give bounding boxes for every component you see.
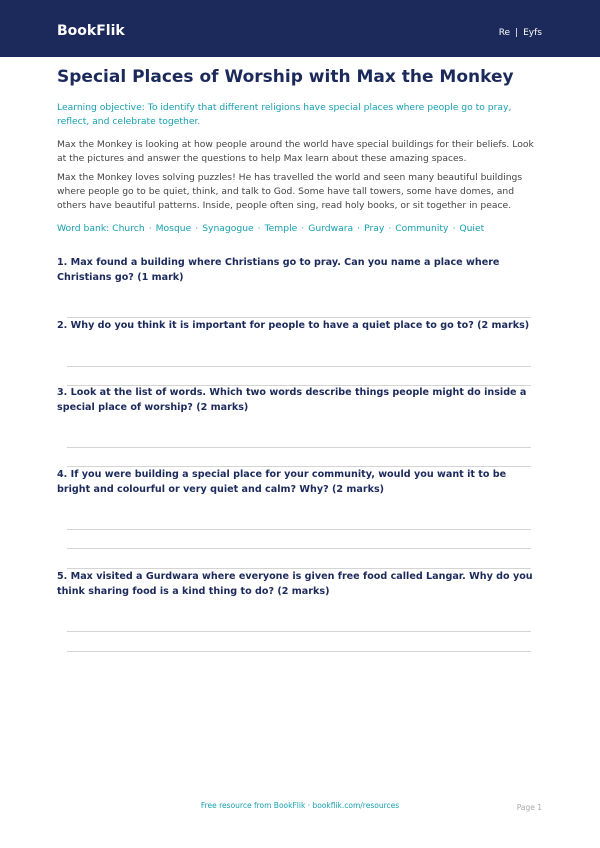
word-bank-word: Quiet bbox=[459, 223, 485, 234]
question-1: 1. Max found a building where Christians go to pray. Can you name a place where Christians go? (1 mark) bbox=[57, 257, 500, 283]
footer-text[interactable]: Free resource from BookFlik · bookflik.com/resources bbox=[200, 801, 400, 810]
question-2: 2. Why do you think it is important for people to have a quiet place to go to? (2 marks) bbox=[57, 320, 530, 331]
brand-logo[interactable]: BookFlik bbox=[57, 23, 125, 39]
word-separator: · bbox=[148, 223, 152, 234]
meta-separator: | bbox=[515, 28, 519, 38]
page-number: Page 1 bbox=[516, 803, 542, 812]
answer-line[interactable] bbox=[67, 631, 531, 632]
intro-paragraph: Max the Monkey is looking at how people around the world have special buildings for their beliefs. Look at the pictures and answer the questions to help Max learn about these amazing spaces. bbox=[57, 139, 534, 164]
answer-line[interactable] bbox=[67, 651, 531, 652]
word-bank-word: Mosque bbox=[155, 223, 192, 234]
question-4: 4. If you were building a special place for your community, would you want it to be bright and colourful or very quiet and calm? Why? (2 marks) bbox=[57, 469, 507, 495]
word-separator: · bbox=[195, 223, 199, 234]
word-bank-word: Church bbox=[112, 223, 145, 234]
header-meta bbox=[499, 28, 542, 38]
question-5: 5. Max visited a Gurdwara where everyone is given free food called Langar. Why do you think sharing food is a kind thing to do? (2 marks) bbox=[57, 571, 533, 597]
word-bank-word: Pray bbox=[364, 223, 385, 234]
answer-line[interactable] bbox=[67, 529, 531, 530]
question-3: 3. Look at the list of words. Which two words describe things people might do inside a special place of worship? (2 marks) bbox=[57, 387, 527, 413]
word-separator: · bbox=[452, 223, 456, 234]
answer-line[interactable] bbox=[67, 447, 531, 448]
page-title: Special Places of Worship with Max the Monkey bbox=[57, 67, 514, 87]
word-separator: · bbox=[257, 223, 261, 234]
answer-line[interactable] bbox=[67, 548, 531, 549]
word-bank-word: Community bbox=[395, 223, 449, 234]
word-bank-word: Gurdwara bbox=[308, 223, 354, 234]
word-separator: · bbox=[301, 223, 305, 234]
word-bank-label: Word bank: bbox=[57, 223, 110, 234]
word-separator: · bbox=[357, 223, 361, 234]
answer-line[interactable] bbox=[67, 366, 531, 367]
header-bar bbox=[0, 0, 600, 57]
word-bank-word: Temple bbox=[264, 223, 298, 234]
level-label: Eyfs bbox=[523, 28, 542, 38]
word-separator: · bbox=[388, 223, 392, 234]
word-bank bbox=[57, 223, 484, 234]
learning-objective: Learning objective: To identify that different religions have special places where people go to pray, reflect, and celebrate together. bbox=[57, 102, 512, 127]
subject-label: Re bbox=[498, 28, 511, 38]
story-paragraph: Max the Monkey loves solving puzzles! He has travelled the world and seen many beautiful buildings where people go to be quiet, think, and talk to God. Some have tall towers, some have domes, and others have beautiful patterns. Inside, people often sing, read holy books, or sit together in peace. bbox=[57, 172, 523, 211]
word-bank-word: Synagogue bbox=[202, 223, 254, 234]
